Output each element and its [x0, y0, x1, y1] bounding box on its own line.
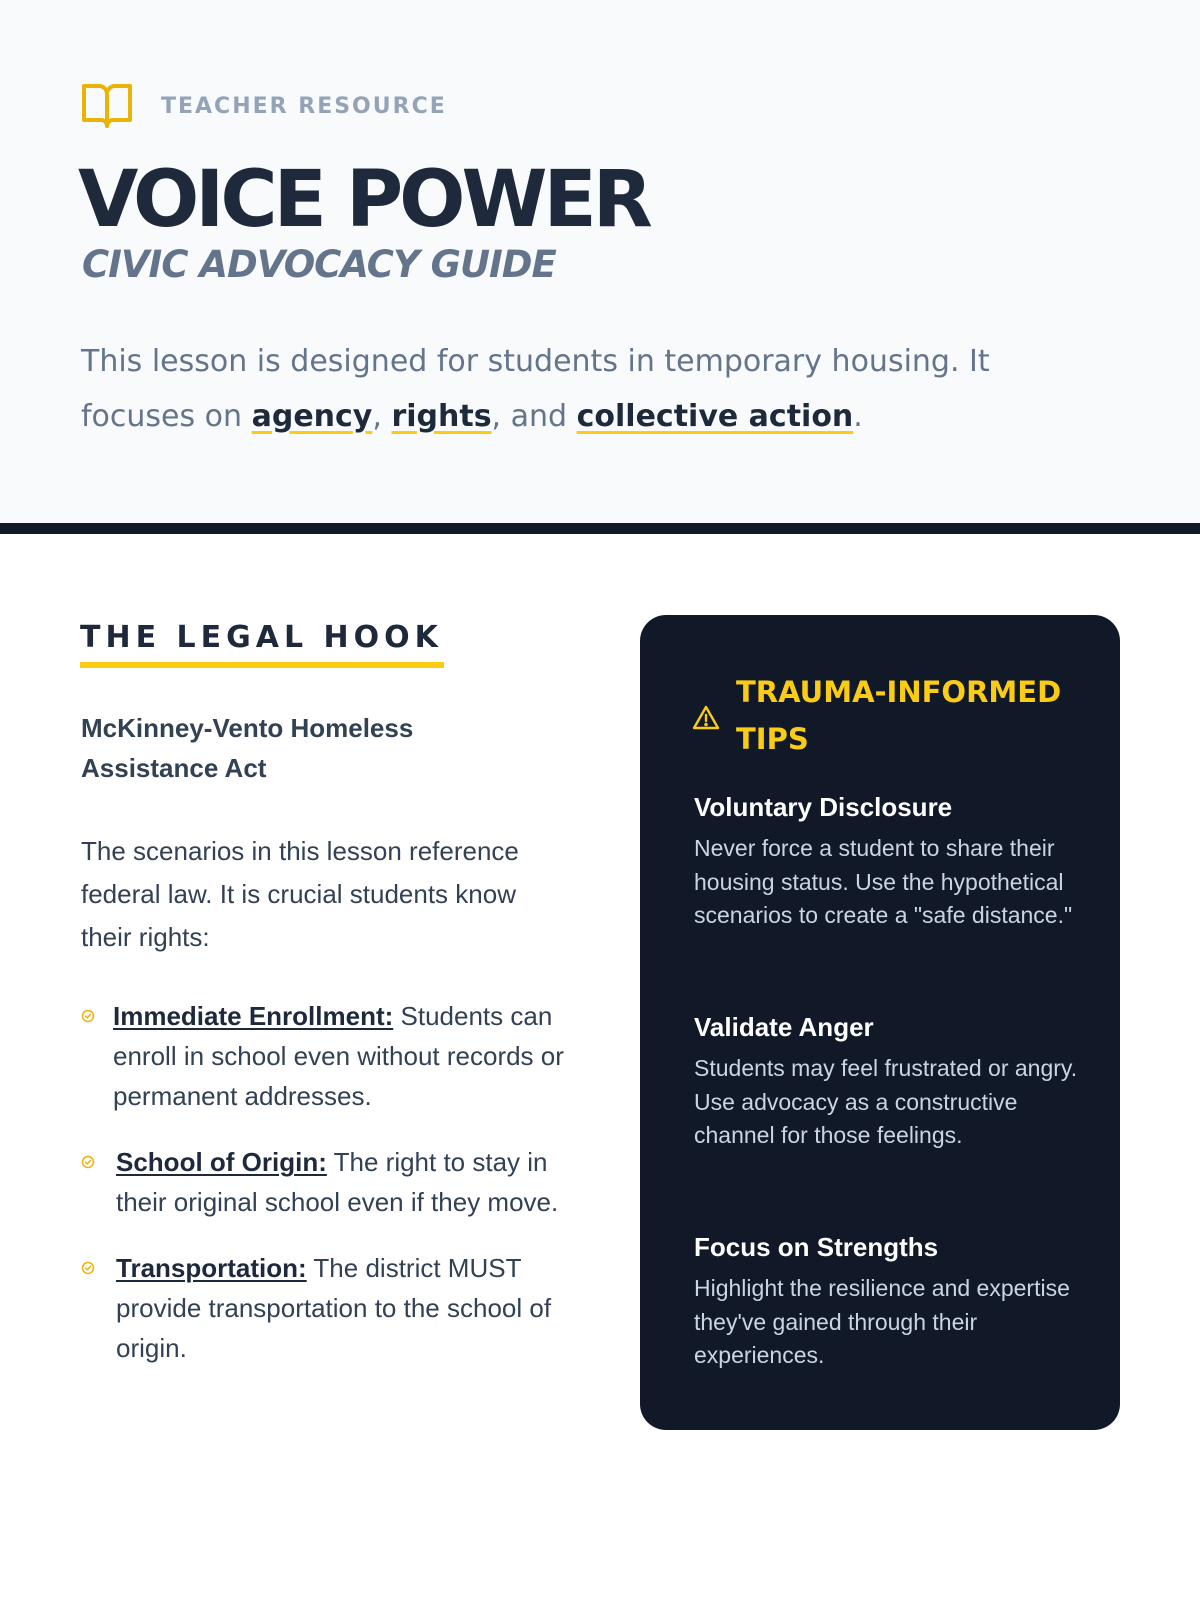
tip-title: Validate Anger [694, 1012, 874, 1042]
eyebrow [81, 82, 447, 130]
rights-term: Immediate Enrollment: [113, 1001, 394, 1031]
tip-validate-anger [694, 1010, 1079, 1153]
rights-text: The district MUST provide transportation to the school of origin. [116, 1253, 552, 1363]
intro-paragraph [81, 334, 1081, 444]
header-divider [0, 523, 1200, 534]
rights-term: School of Origin: [116, 1147, 327, 1177]
rights-list [81, 996, 571, 1394]
check-circle-icon [81, 1155, 95, 1169]
legal-hook-heading: THE LEGAL HOOK [80, 620, 443, 655]
act-name: McKinney-Vento Homeless Assistance Act [81, 713, 414, 783]
rights-text: Students can enroll in school even without records or permanent addresses. [113, 1001, 564, 1111]
tip-voluntary-disclosure [694, 790, 1079, 933]
tips-header [692, 669, 1096, 763]
rights-text: The right to stay in their original school even if they move. [116, 1147, 559, 1217]
eyebrow-label: TEACHER RESOURCE [161, 93, 447, 119]
rights-term: Transportation: [116, 1253, 307, 1283]
heading-underline [80, 662, 444, 668]
trauma-informed-tips-card [640, 615, 1120, 1430]
check-circle-icon [81, 1261, 95, 1275]
tip-body: Never force a student to share their housing status. Use the hypothetical scenarios to create a "safe distance." [694, 835, 1073, 928]
intro-separator: , [372, 399, 392, 434]
warning-icon [692, 704, 720, 732]
intro-suffix: . [853, 399, 863, 434]
intro-term-collective-action: collective action [576, 399, 854, 434]
rights-item-transportation [81, 1248, 571, 1368]
intro-prefix: This lesson is designed for students in temporary housing. It focuses on [81, 344, 990, 434]
tip-title: Focus on Strengths [694, 1232, 939, 1262]
intro-separator: , and [491, 399, 577, 434]
page-subtitle: CIVIC ADVOCACY GUIDE [82, 243, 556, 286]
rights-item-school-of-origin [81, 1142, 571, 1222]
intro-term-agency: agency [251, 399, 373, 434]
tip-focus-on-strengths [694, 1230, 1079, 1373]
page-title: VOICE POWER [78, 155, 649, 245]
check-circle-icon [81, 1009, 95, 1023]
tip-body: Students may feel frustrated or angry. Use advocacy as a constructive channel for those feelings. [694, 1055, 1078, 1148]
book-open-icon [81, 82, 133, 130]
intro-term-rights: rights [391, 399, 492, 434]
rights-item-immediate-enrollment [81, 996, 571, 1116]
legal-body: The scenarios in this lesson reference federal law. It is crucial students know their rights: [81, 836, 519, 952]
tips-title: TRAUMA-INFORMED TIPS [736, 675, 1062, 756]
tip-title: Voluntary Disclosure [694, 792, 953, 822]
tip-body: Highlight the resilience and expertise they've gained through their experiences. [694, 1275, 1070, 1368]
